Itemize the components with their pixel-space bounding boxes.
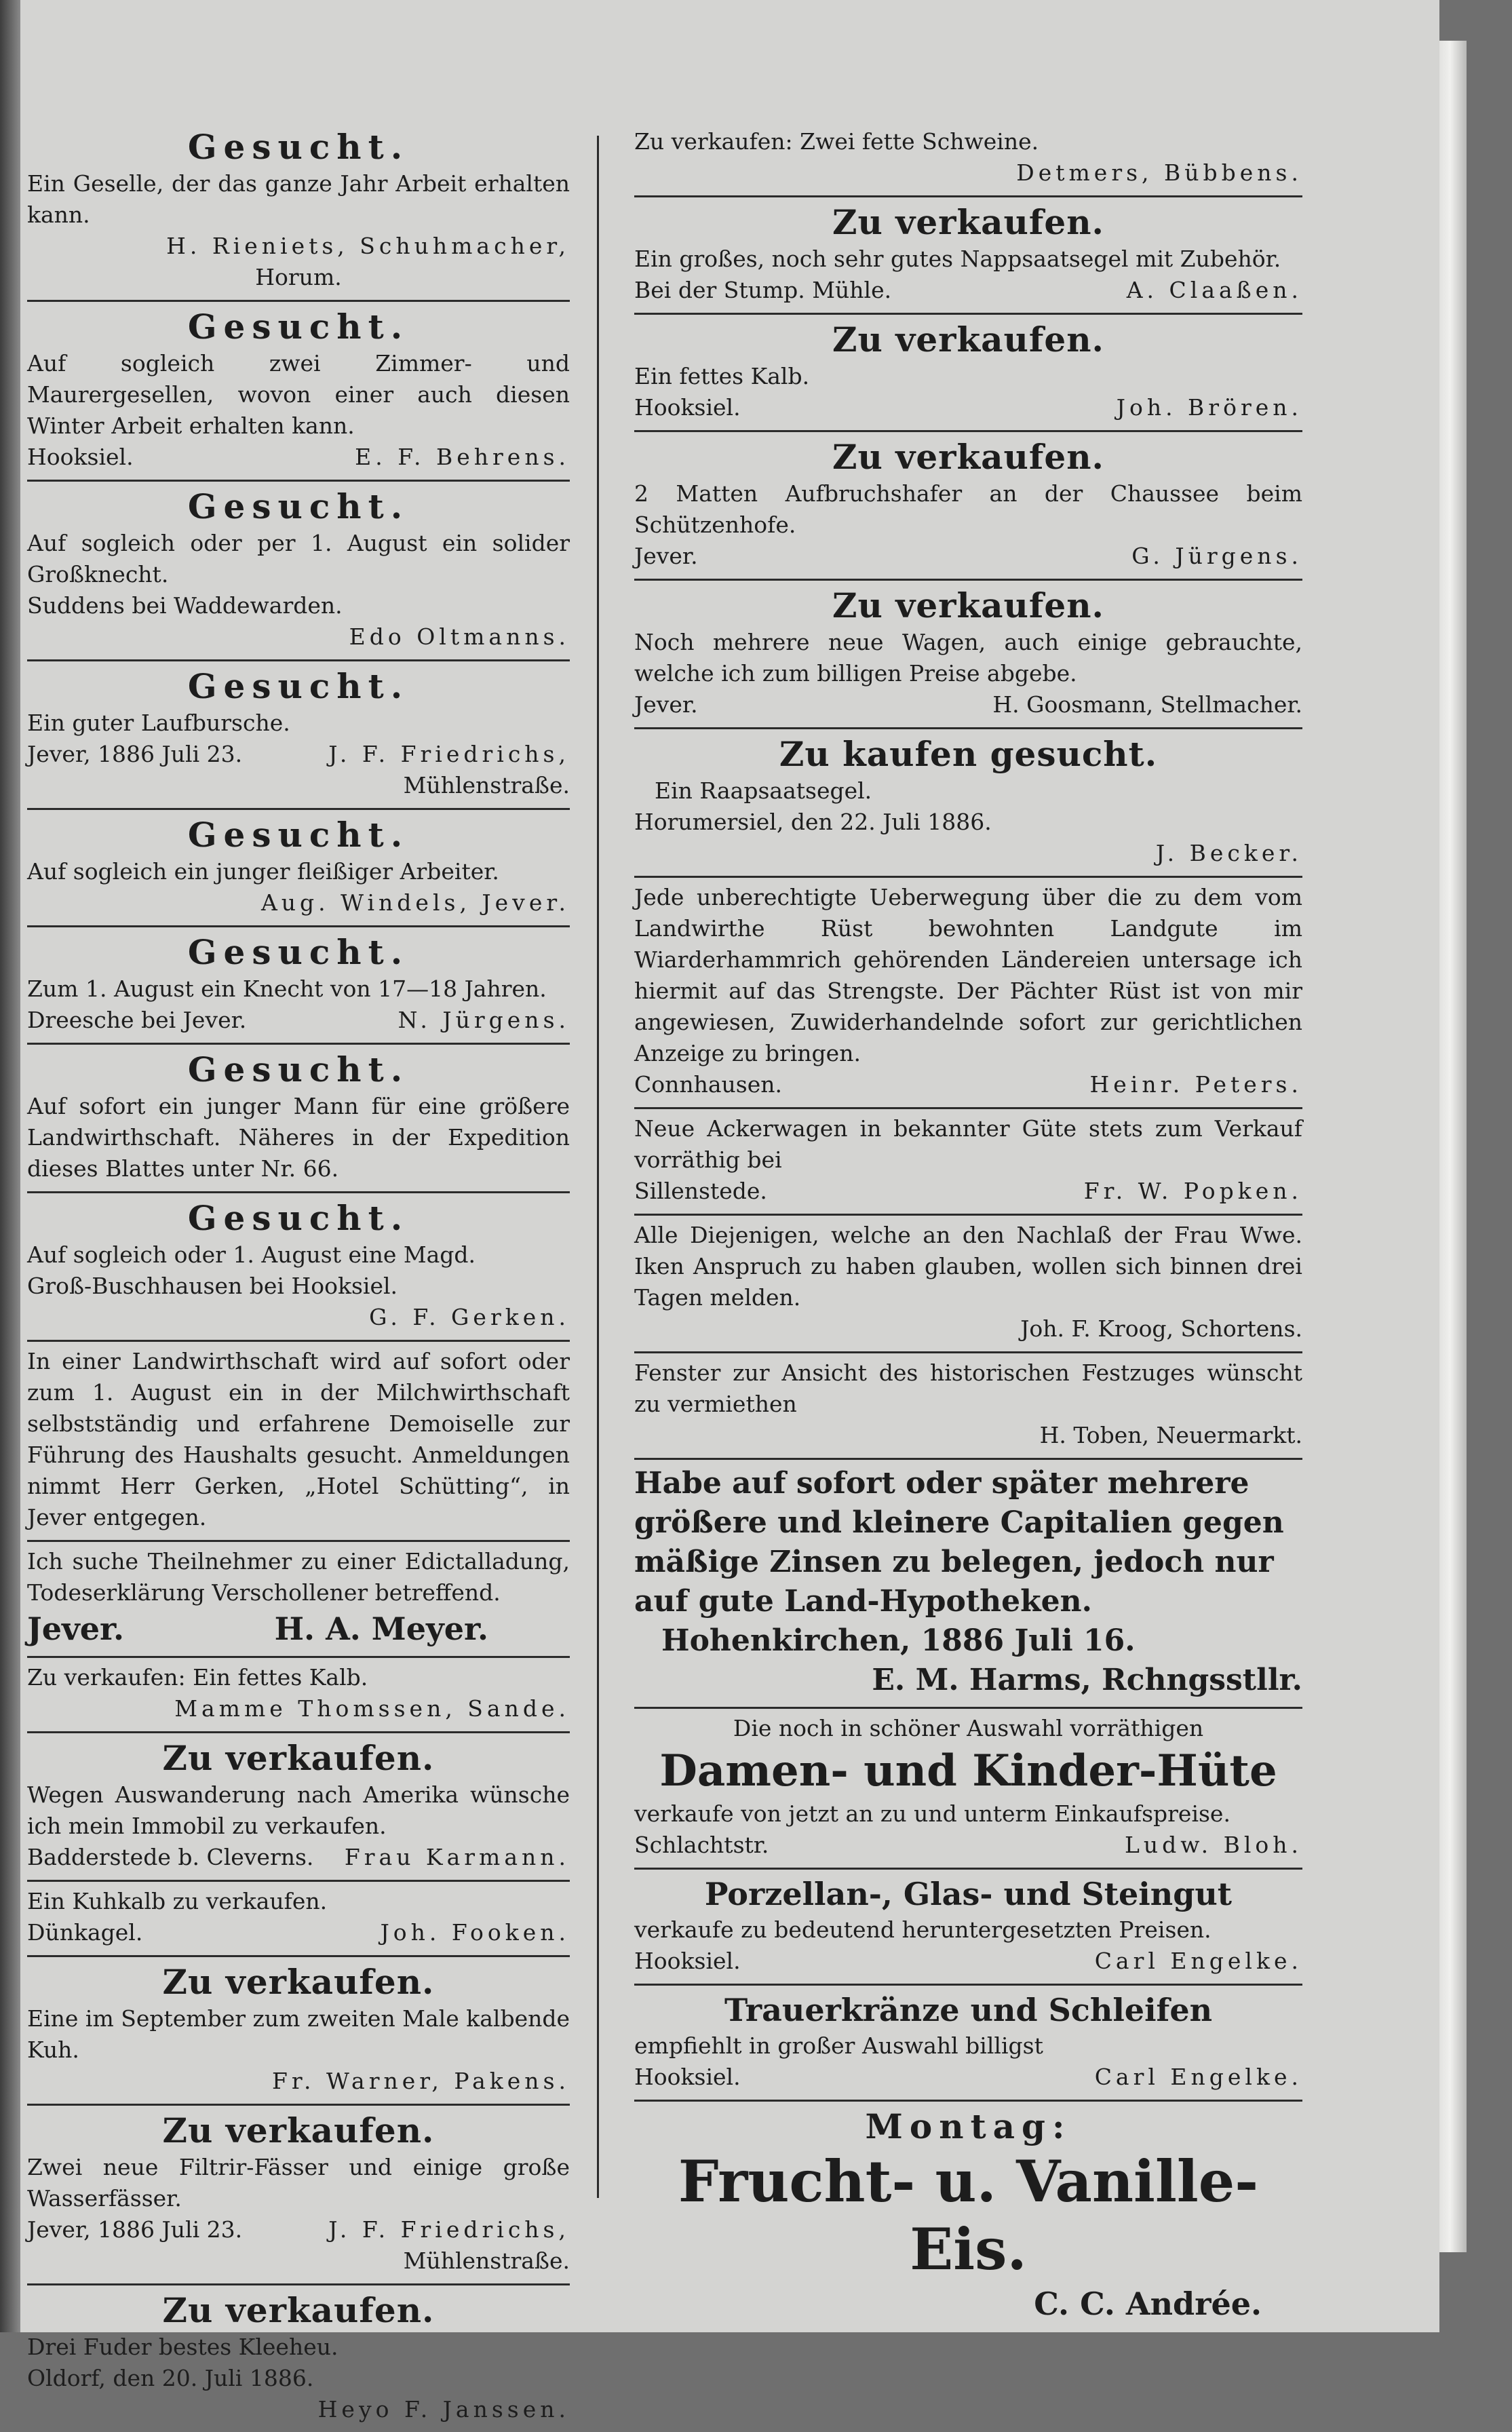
ad-heading: Gesucht. xyxy=(187,666,410,706)
ad-gesucht-8 xyxy=(27,1193,570,1342)
ad-place: Jever. xyxy=(27,1610,125,1647)
ad-heading: Zu verkaufen. xyxy=(832,320,1104,360)
ad-heading: Gesucht. xyxy=(187,307,410,347)
ad-signature-line2: Horum. xyxy=(255,264,342,290)
ad-body: Eine im September zum zweiten Male kalbende Kuh. xyxy=(27,2005,570,2063)
ad-signature: Joh. F. Kroog, Schortens. xyxy=(1020,1315,1302,1342)
ad-place: Bei der Stump. Mühle. xyxy=(634,277,892,303)
ad-body: verkaufe von jetzt an zu und unterm Einkaufspreise. xyxy=(634,1800,1230,1827)
ad-body: In einer Landwirthschaft wird auf sofort oder zum 1. August ein in der Milchwirthschaft selbstständig und erfahrene Demoiselle zur Führung des Haushalts gesucht. Anmeldungen nimmt Herr Gerken, „Hotel Schütting“, in Jever entgegen. xyxy=(27,1348,570,1530)
page-edge xyxy=(1439,41,1467,2252)
ad-body: Auf sogleich ein junger fleißiger Arbeiter. xyxy=(27,858,499,885)
ad-signature: Carl Engelke. xyxy=(1094,2064,1302,2090)
ad-heading: Damen- und Kinder-Hüte xyxy=(659,1745,1277,1796)
ad-auswanderung xyxy=(27,1733,570,1882)
ad-signature: Fr. Warner, Pakens. xyxy=(271,2068,570,2094)
ad-body: Ein Raapsaatsegel. xyxy=(655,777,872,804)
ad-huete xyxy=(634,1709,1302,1870)
ad-filtrir-faesser xyxy=(27,2106,570,2285)
ad-zu-kaufen-gesucht xyxy=(634,729,1302,878)
ad-place: Oldorf, den 20. Juli 1886. xyxy=(27,2365,314,2391)
ad-place: Jever. xyxy=(634,691,698,718)
ad-signature: Joh. Brören. xyxy=(1116,394,1302,421)
ad-body: Zu verkaufen: Zwei fette Schweine. xyxy=(634,128,1039,155)
ad-place: Schlachtstr. xyxy=(634,1832,769,1858)
ad-heading: Gesucht. xyxy=(187,1198,410,1238)
ad-nappsaatsegel xyxy=(634,197,1302,315)
ad-body: Ein Geselle, der das ganze Jahr Arbeit erhalten kann. xyxy=(27,170,570,228)
ad-body: Zu verkaufen: Ein fettes Kalb. xyxy=(27,1664,368,1691)
ad-kuhkalb xyxy=(27,1882,570,1957)
ad-gesucht-6 xyxy=(27,927,570,1045)
ad-body: 2 Matten Aufbruchshafer an der Chaussee beim Schützenhofe. xyxy=(634,480,1302,538)
ad-place: Horumersiel, den 22. Juli 1886. xyxy=(634,809,992,835)
ad-body: Zum 1. August ein Knecht von 17—18 Jahren. xyxy=(27,976,547,1002)
ad-place: Jever, 1886 Juli 23. xyxy=(27,2216,243,2243)
ad-hafer xyxy=(634,432,1302,581)
ad-signature: E. F. Behrens. xyxy=(355,444,570,470)
ad-heading: Zu verkaufen. xyxy=(162,1962,435,2002)
ad-porzellan xyxy=(634,1870,1302,1986)
right-column xyxy=(634,122,1302,2331)
ad-place: Groß-Buschhausen bei Hooksiel. xyxy=(27,1273,398,1299)
ad-ackerwagen xyxy=(634,1109,1302,1216)
ad-signature: A. Claaßen. xyxy=(1126,277,1302,303)
ad-eis xyxy=(634,2102,1302,2331)
ad-signature: J. F. Friedrichs, xyxy=(328,741,570,767)
ad-body: Fenster zur Ansicht des historischen Festzuges wünscht zu vermiethen xyxy=(634,1359,1302,1417)
ad-place: Badderstede b. Cleverns. xyxy=(27,1844,314,1870)
ad-body: Ein großes, noch sehr gutes Nappsaatsegel mit Zubehör. xyxy=(634,246,1281,272)
ad-heading: Gesucht. xyxy=(187,486,410,526)
ad-body: Auf sogleich zwei Zimmer- und Maurergesellen, wovon einer auch diesen Winter Arbeit erhalten kann. xyxy=(27,350,570,439)
ad-place: Dünkagel. xyxy=(27,1919,143,1946)
ad-edictalladung xyxy=(27,1542,570,1658)
ad-signature: Joh. Fooken. xyxy=(380,1919,570,1946)
ad-place: Sillenstede. xyxy=(634,1178,767,1204)
ad-body: Auf sogleich oder per 1. August ein solider Großknecht. xyxy=(27,530,570,587)
column-divider xyxy=(597,136,599,2198)
ad-body: Alle Diejenigen, welche an den Nachlaß der Frau Wwe. Iken Anspruch zu haben glauben, wollen sich binnen drei Tagen melden. xyxy=(634,1222,1302,1311)
ad-body: Ich suche Theilnehmer zu einer Edictalladung, Todeserklärung Verschollener betreffend. xyxy=(27,1548,570,1606)
ad-heading: Zu kaufen gesucht. xyxy=(779,734,1158,774)
ad-heading: Gesucht. xyxy=(187,815,410,855)
ad-gesucht-2 xyxy=(27,302,570,482)
ad-heading: Gesucht. xyxy=(187,1049,410,1089)
ad-heading: Zu verkaufen. xyxy=(832,437,1104,477)
ad-gesucht-7 xyxy=(27,1045,570,1193)
ad-heading: Zu verkaufen. xyxy=(162,2290,435,2330)
ad-signature: E. M. Harms, Rchngsstllr. xyxy=(872,1663,1302,1697)
ad-body: Drei Fuder bestes Kleeheu. xyxy=(27,2334,338,2360)
ad-heading: Gesucht. xyxy=(187,932,410,972)
ad-signature-line2: Mühlenstraße. xyxy=(403,2247,570,2274)
ad-body: Habe auf sofort oder später mehrere größere und kleinere Capitalien gegen mäßige Zinsen zu belegen, jedoch nur auf gute Land-Hypotheken. xyxy=(634,1466,1284,1619)
ad-body: Ein fettes Kalb. xyxy=(634,363,810,389)
ad-nachlass xyxy=(634,1216,1302,1353)
ad-gesucht-1 xyxy=(27,122,570,302)
ad-place: Hooksiel. xyxy=(634,1948,741,1974)
ad-signature: Carl Engelke. xyxy=(1094,1948,1302,1974)
ad-heading: Zu verkaufen. xyxy=(162,2110,435,2150)
ad-signature: H. Rieniets, Schuhmacher, xyxy=(166,233,570,259)
ad-heading: Zu verkaufen. xyxy=(832,202,1104,242)
ad-place: Hooksiel. xyxy=(634,394,741,421)
ad-body: Ein Kuhkalb zu verkaufen. xyxy=(27,1888,328,1914)
ad-heading: Trauerkränze und Schleifen xyxy=(724,1992,1213,2028)
ad-gesucht-4 xyxy=(27,661,570,810)
left-column xyxy=(27,122,570,2432)
ad-gesucht-5 xyxy=(27,810,570,927)
ad-kalb-sande xyxy=(27,1658,570,1733)
ad-body: Auf sogleich oder 1. August eine Magd. xyxy=(27,1241,476,1268)
ad-signature: H. Goosmann, Stellmacher. xyxy=(992,691,1302,718)
ad-place: Jever. xyxy=(634,543,698,569)
ad-place: Connhausen. xyxy=(634,1071,783,1098)
ad-signature: Mamme Thomssen, Sande. xyxy=(174,1695,570,1722)
ad-heading-eis: Frucht- u. Vanille-Eis. xyxy=(678,2148,1259,2283)
ad-schweine xyxy=(634,122,1302,197)
ad-body: Neue Ackerwagen in bekannter Güte stets zum Verkauf vorräthig bei xyxy=(634,1115,1302,1173)
ad-trauerkraenze xyxy=(634,1986,1302,2102)
ad-wagen xyxy=(634,581,1302,729)
ad-heading: Gesucht. xyxy=(187,127,410,167)
ad-body: Wegen Auswanderung nach Amerika wünsche ich mein Immobil zu verkaufen. xyxy=(27,1781,570,1839)
ad-heading: Zu verkaufen. xyxy=(832,585,1104,625)
ad-heading-montag: Montag: xyxy=(865,2106,1072,2146)
ad-kuh-september xyxy=(27,1957,570,2106)
ad-signature: G. Jürgens. xyxy=(1131,543,1302,569)
ad-signature: Heyo F. Janssen. xyxy=(317,2396,570,2423)
ad-signature: G. F. Gerken. xyxy=(369,1304,570,1330)
ad-body: Zwei neue Filtrir-Fässer und einige große Wasserfässer. xyxy=(27,2154,570,2212)
ad-body: Jede unberechtigte Ueberwegung über die zu dem vom Landwirthe Rüst bewohnten Landgute im Wiarderhammrich gehörenden Ländereien untersage ich hiermit auf das Strengste. Der Pächter Rüst ist von mir angewiesen, Zuwiderhandelnde sofort zur gerichtlichen Anzeige zu bringen. xyxy=(634,884,1302,1066)
ad-signature: J. Becker. xyxy=(1155,840,1302,866)
ad-ueberwegung xyxy=(634,878,1302,1109)
ad-signature: H. Toben, Neuermarkt. xyxy=(1039,1422,1302,1448)
ad-signature: Ludw. Bloh. xyxy=(1124,1832,1302,1858)
ad-body: Ein guter Laufbursche. xyxy=(27,710,290,736)
ad-place: Suddens bei Waddewarden. xyxy=(27,592,343,619)
ad-signature-line2: Mühlenstraße. xyxy=(403,772,570,798)
ad-body: Auf sofort ein junger Mann für eine größere Landwirthschaft. Näheres in der Expedition dieses Blattes unter Nr. 66. xyxy=(27,1093,570,1182)
ad-place: Hooksiel. xyxy=(634,2064,741,2090)
ad-heading: Porzellan-, Glas- und Steingut xyxy=(704,1876,1233,1912)
ad-body: Noch mehrere neue Wagen, auch einige gebrauchte, welche ich zum billigen Preise abgebe. xyxy=(634,629,1302,687)
ad-signature: Aug. Windels, Jever. xyxy=(260,889,570,916)
ad-signature: Frau Karmann. xyxy=(344,1844,570,1870)
ad-place: Dreesche bei Jever. xyxy=(27,1007,247,1033)
ad-fenster xyxy=(634,1353,1302,1460)
ad-signature: J. F. Friedrichs, xyxy=(328,2216,570,2243)
ad-signature: C. C. Andrée. xyxy=(1034,2285,1262,2322)
ad-signature: Edo Oltmanns. xyxy=(349,623,570,650)
ad-signature: H. A. Meyer. xyxy=(274,1610,488,1647)
book-spine xyxy=(0,0,20,2332)
ad-kleeheu xyxy=(27,2285,570,2432)
ad-intro: Die noch in schöner Auswahl vorräthigen xyxy=(733,1715,1204,1741)
ad-body: empfiehlt in großer Auswahl billigst xyxy=(634,2032,1043,2059)
ad-signature: Detmers, Bübbens. xyxy=(1016,159,1302,186)
ad-place: Hohenkirchen, 1886 Juli 16. xyxy=(661,1623,1136,1658)
ad-body: verkaufe zu bedeutend heruntergesetzten Preisen. xyxy=(634,1916,1211,1943)
ad-signature: N. Jürgens. xyxy=(398,1007,570,1033)
ad-heading: Zu verkaufen. xyxy=(162,1738,435,1778)
ad-signature: Fr. W. Popken. xyxy=(1083,1178,1302,1204)
ad-capitalien xyxy=(634,1460,1302,1709)
ad-gesucht-3 xyxy=(27,482,570,661)
ad-place: Jever, 1886 Juli 23. xyxy=(27,741,243,767)
ad-kalb-hooksiel xyxy=(634,315,1302,432)
ad-landwirthschaft xyxy=(27,1342,570,1542)
ad-place: Hooksiel. xyxy=(27,444,134,470)
ad-signature: Heinr. Peters. xyxy=(1089,1071,1302,1098)
